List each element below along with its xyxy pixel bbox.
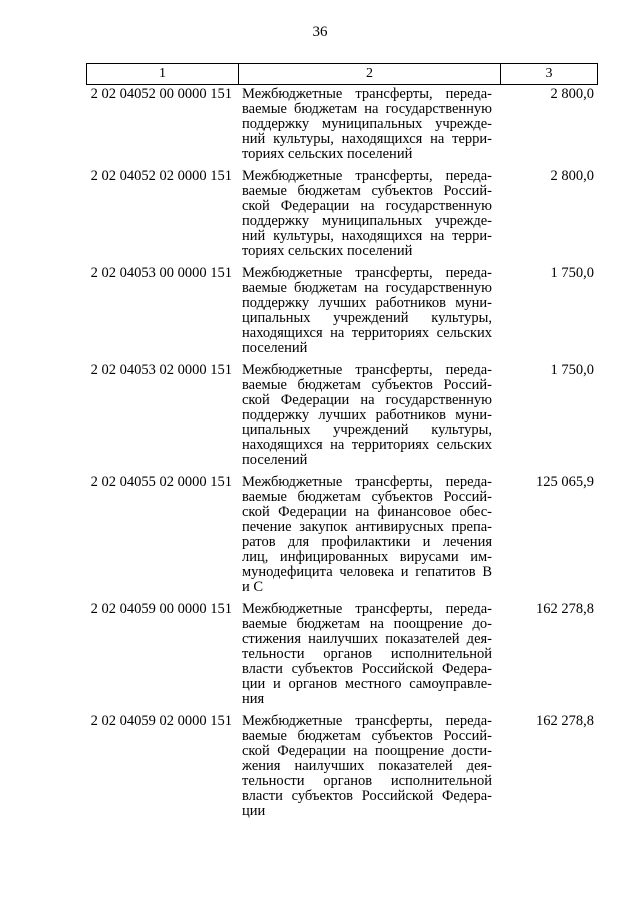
column-header-2: 2 [239, 64, 501, 84]
revenue-description [238, 169, 500, 259]
budget-table [86, 63, 598, 819]
description-line: ципальных учреждений культуры, [242, 422, 492, 438]
classification-code: 2 02 04053 02 0000 151 [90, 362, 232, 378]
description-line: ваемые бюджетам субъектов Россий- [242, 728, 492, 744]
column-header-1: 1 [87, 64, 239, 84]
description-line: ваемые бюджетам субъектов Россий- [242, 377, 492, 393]
description-line: ний культуры, находящихся на терри- [242, 131, 492, 147]
revenue-description [238, 714, 500, 819]
revenue-description [238, 87, 500, 162]
classification-code: 2 02 04059 02 0000 151 [90, 713, 232, 729]
description-line: ваемые бюджетам субъектов Россий- [242, 489, 492, 505]
table-row [86, 266, 598, 356]
description-line: Межбюджетные трансферты, переда- [242, 86, 492, 102]
description-line: поддержку лучших работников муни- [242, 407, 492, 423]
classification-code: 2 02 04052 00 0000 151 [90, 86, 232, 102]
description-line: ваемые бюджетам на государственную [242, 280, 492, 296]
table-row [86, 87, 598, 162]
description-line: Межбюджетные трансферты, переда- [242, 265, 492, 281]
amount: 125 065,9 [536, 474, 594, 490]
description-line: жения наилучших показателей дея- [242, 758, 492, 774]
description-line: ской Федерации на государственную [242, 198, 492, 214]
table-row [86, 169, 598, 259]
description-line: ваемые бюджетам на поощрение до- [242, 616, 492, 632]
classification-code: 2 02 04053 00 0000 151 [90, 265, 232, 281]
description-line: поселений [242, 452, 308, 468]
description-line: тельности органов исполнительной [242, 646, 492, 662]
revenue-description [238, 475, 500, 595]
description-line: находящихся на территориях сельских [242, 325, 492, 341]
description-line: Межбюджетные трансферты, переда- [242, 168, 492, 184]
description-line: лиц, инфицированных вирусами им- [242, 549, 492, 565]
amount: 162 278,8 [536, 713, 594, 729]
table-row [86, 475, 598, 595]
description-line: тельности органов исполнительной [242, 773, 492, 789]
description-line: ториях сельских поселений [242, 146, 413, 162]
table-body [86, 87, 598, 819]
description-line: ской Федерации на государственную [242, 392, 492, 408]
description-line: ваемые бюджетам на государственную [242, 101, 492, 117]
amount: 1 750,0 [550, 265, 594, 281]
description-line: ний культуры, находящихся на терри- [242, 228, 492, 244]
description-line: и С [242, 579, 264, 595]
amount: 2 800,0 [550, 86, 594, 102]
description-line: ваемые бюджетам субъектов Россий- [242, 183, 492, 199]
page-number: 36 [312, 24, 328, 40]
description-line: ториях сельских поселений [242, 243, 413, 259]
description-line: поселений [242, 340, 308, 356]
table-row [86, 602, 598, 707]
description-line: власти субъектов Российской Федера- [242, 661, 492, 677]
table-row [86, 363, 598, 468]
description-line: поддержку муниципальных учрежде- [242, 116, 492, 132]
column-header-3: 3 [545, 66, 553, 81]
description-line: Межбюджетные трансферты, переда- [242, 362, 492, 378]
description-line: мунодефицита человека и гепатитов В [242, 564, 492, 580]
amount: 1 750,0 [550, 362, 594, 378]
revenue-description [238, 363, 500, 468]
description-line: поддержку муниципальных учрежде- [242, 213, 492, 229]
table-row [86, 714, 598, 819]
description-line: стижения наилучших показателей дея- [242, 631, 492, 647]
amount: 162 278,8 [536, 601, 594, 617]
classification-code: 2 02 04055 02 0000 151 [90, 474, 232, 490]
description-line: ской Федерации на поощрение дости- [242, 743, 492, 759]
description-line: ния [242, 691, 265, 707]
classification-code: 2 02 04059 00 0000 151 [90, 601, 232, 617]
description-line: Межбюджетные трансферты, переда- [242, 713, 492, 729]
description-line: находящихся на территориях сельских [242, 437, 492, 453]
description-line: Межбюджетные трансферты, переда- [242, 474, 492, 490]
table-header [86, 63, 598, 85]
description-line: ции и органов местного самоуправле- [242, 676, 492, 692]
description-line: ратов для профилактики и лечения [242, 534, 492, 550]
description-line: власти субъектов Российской Федера- [242, 788, 492, 804]
description-line: Межбюджетные трансферты, переда- [242, 601, 492, 617]
description-line: печение закупок антивирусных препа- [242, 519, 492, 535]
revenue-description [238, 266, 500, 356]
description-line: ципальных учреждений культуры, [242, 310, 492, 326]
description-line: ской Федерации на финансовое обес- [242, 504, 492, 520]
description-line: ции [242, 803, 266, 819]
classification-code: 2 02 04052 02 0000 151 [90, 168, 232, 184]
revenue-description [238, 602, 500, 707]
amount: 2 800,0 [550, 168, 594, 184]
description-line: поддержку лучших работников муни- [242, 295, 492, 311]
